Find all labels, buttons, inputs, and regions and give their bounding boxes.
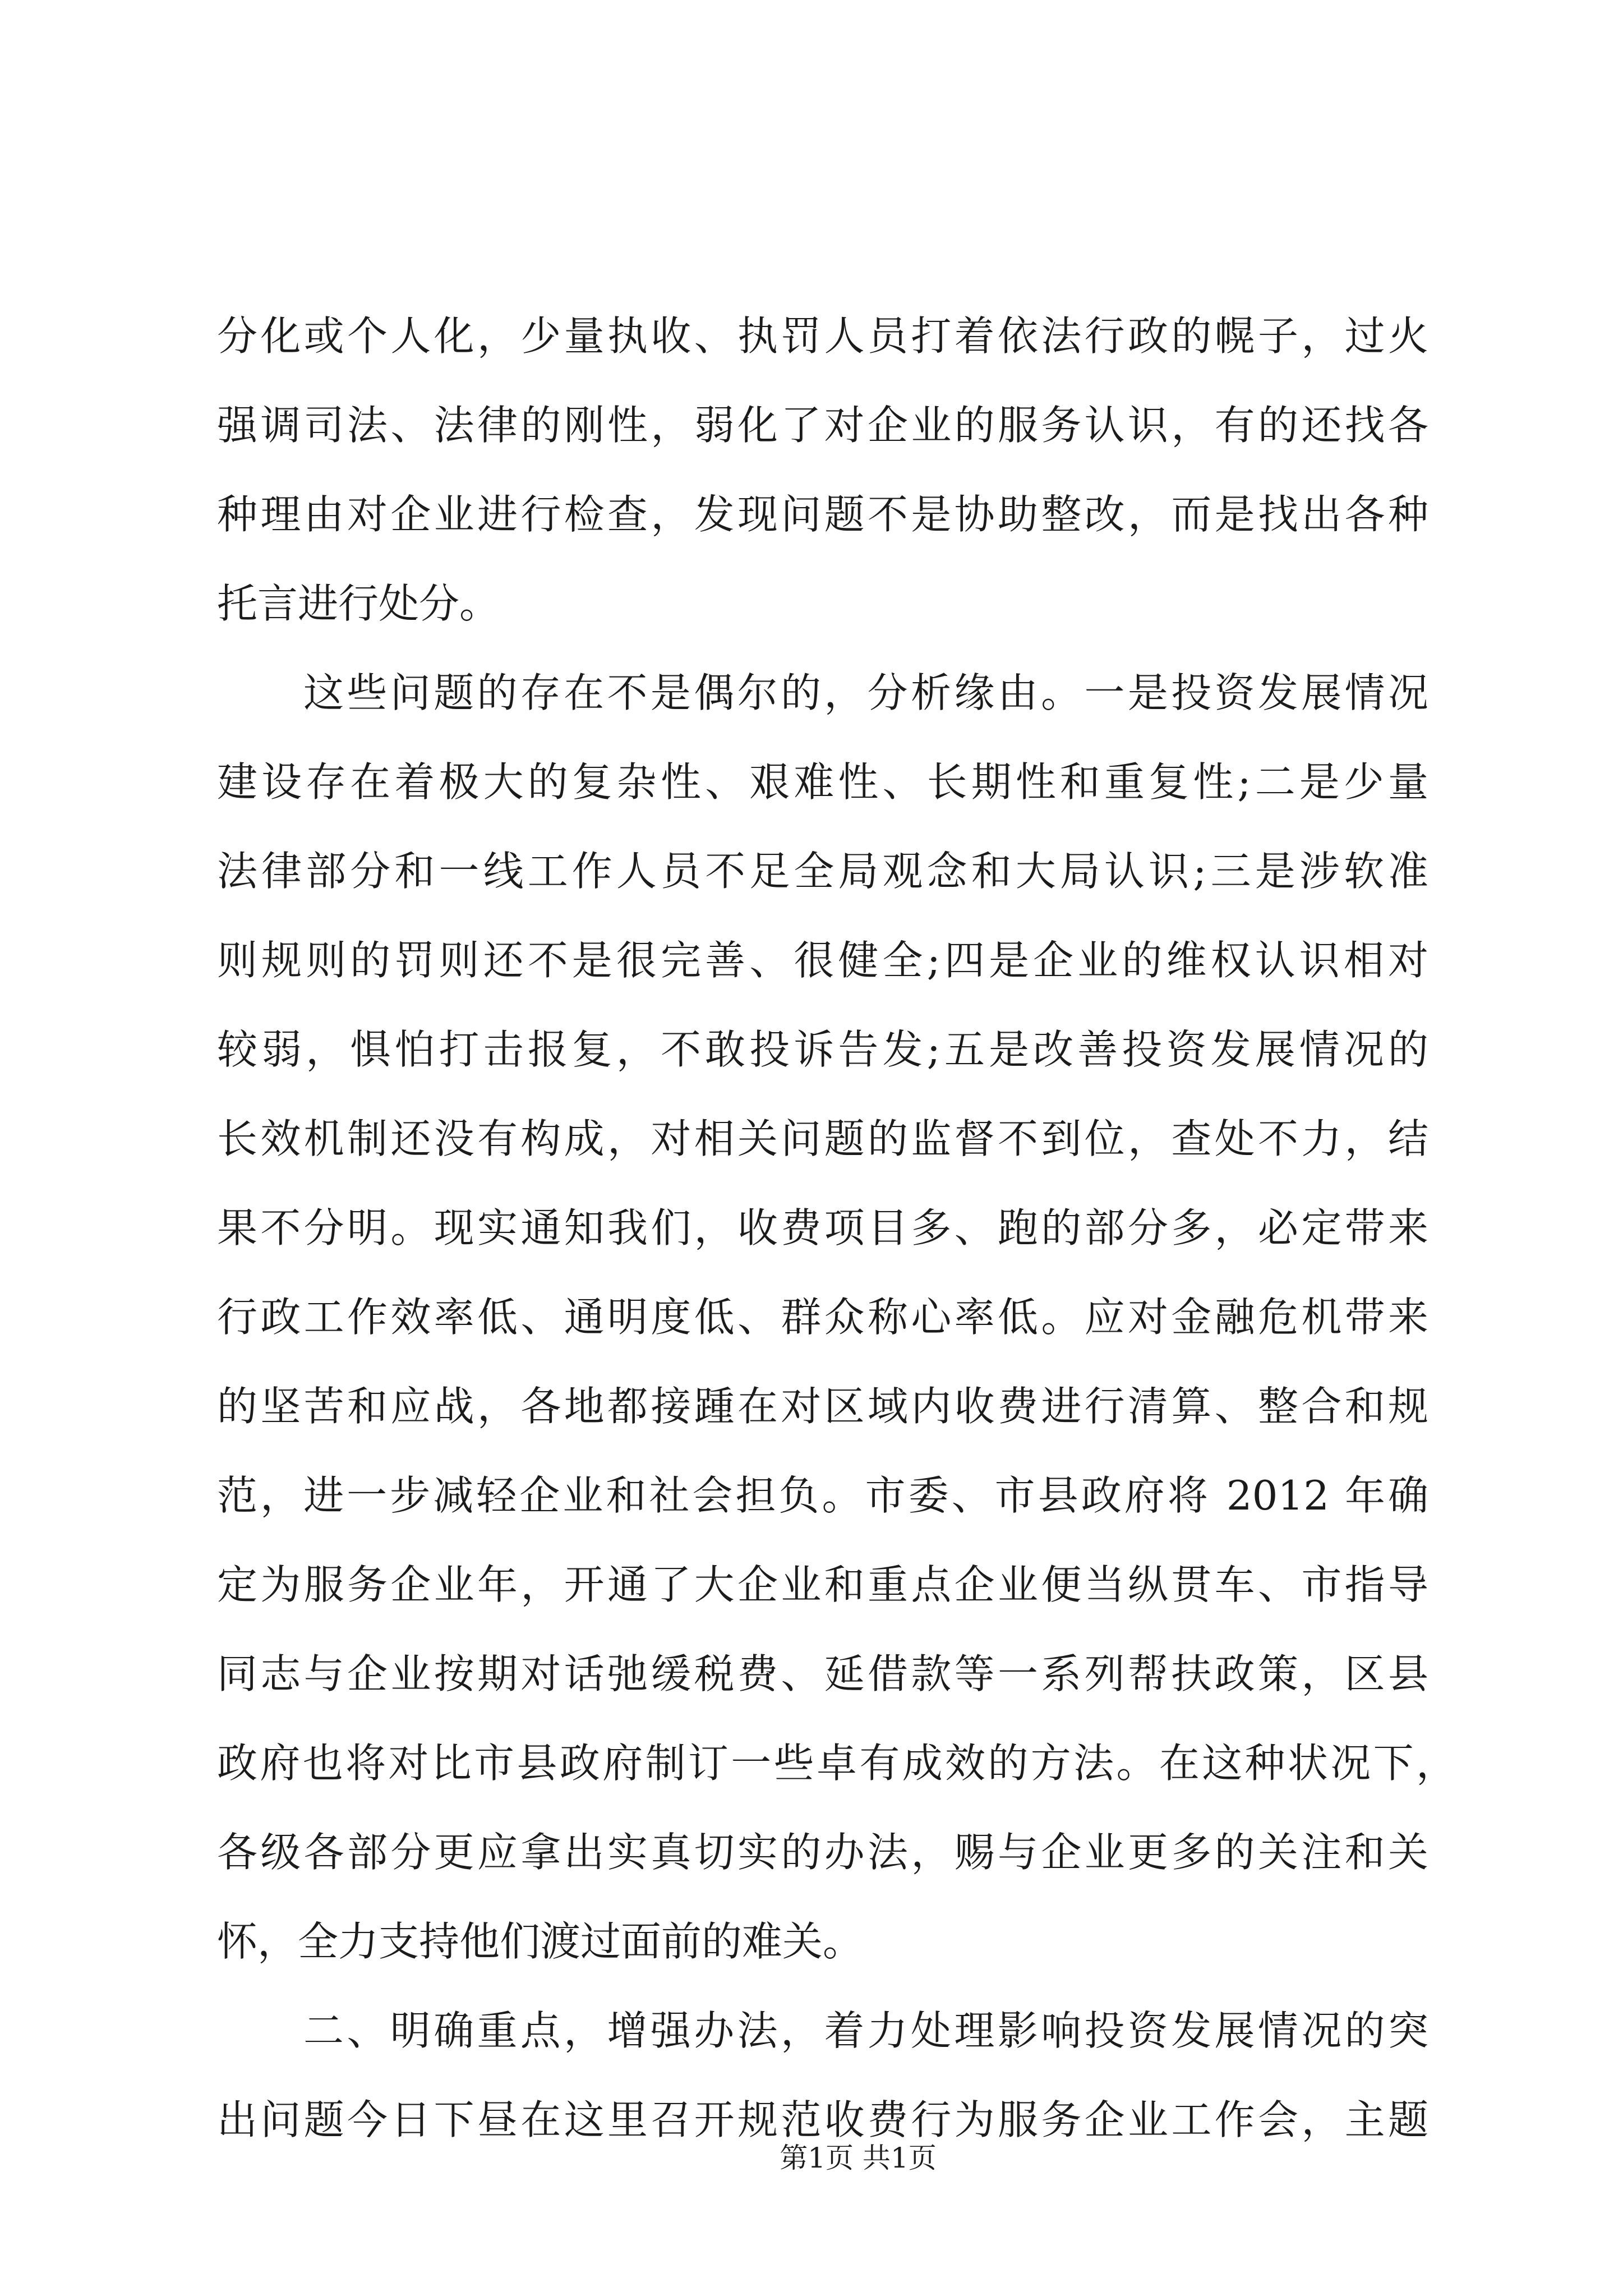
text-line: 托言进行处分。 xyxy=(217,580,500,627)
text-line: 各级各部分更应拿出实真切实的办法，赐与企业更多的关注和关 xyxy=(217,1829,1428,1876)
text-line: 行政工作效率低、通明度低、群众称心率低。应对金融危机带来 xyxy=(217,1294,1428,1341)
text-line: 这些问题的存在不是偶尔的，分析缘由。一是投资发展情况 xyxy=(303,669,1428,716)
text-line: 出问题今日下昼在这里召开规范收费行为服务企业工作会，主题 xyxy=(217,2096,1428,2143)
text-line: 分化或个人化，少量执收、执罚人员打着依法行政的幌子，过火 xyxy=(217,312,1428,360)
text-line: 怀，全力支持他们渡过面前的难关。 xyxy=(217,1918,864,1965)
section-heading-line: 二、明确重点，增强办法，着力处理影响投资发展情况的突 xyxy=(303,2007,1428,2054)
text-line: 种理由对企业进行检查，发现问题不是协助整改，而是找出各种 xyxy=(217,491,1428,538)
text-line: 较弱，惧怕打击报复，不敢投诉告发;五是改善投资发展情况的 xyxy=(217,1026,1428,1073)
text-line: 同志与企业按期对话弛缓税费、延借款等一系列帮扶政策，区县 xyxy=(217,1650,1428,1697)
text-line: 法律部分和一线工作人员不足全局观念和大局认识;三是涉软准 xyxy=(217,848,1428,895)
page-number-footer: 第1页 共1页 xyxy=(780,2142,937,2174)
text-line: 范，进一步减轻企业和社会担负。市委、市县政府将 2012 年确 xyxy=(217,1472,1428,1519)
text-line: 强调司法、法律的刚性，弱化了对企业的服务认识，有的还找各 xyxy=(217,402,1428,449)
text-line: 政府也将对比市县政府制订一些卓有成效的方法。在这种状况下， xyxy=(217,1740,1456,1787)
paragraph-section-two xyxy=(217,1986,1428,2165)
text-line: 建设存在着极大的复杂性、艰难性、长期性和重复性;二是少量 xyxy=(217,758,1428,806)
text-line: 的坚苦和应战，各地都接踵在对区域内收费进行清算、整合和规 xyxy=(217,1383,1428,1430)
text-line: 长效机制还没有构成，对相关问题的监督不到位，查处不力，结 xyxy=(217,1115,1428,1162)
document-body xyxy=(217,292,1456,2165)
text-line: 果不分明。现实通知我们，收费项目多、跑的部分多，必定带来 xyxy=(217,1204,1428,1251)
paragraph-causes xyxy=(217,648,1456,1986)
text-line: 定为服务企业年，开通了大企业和重点企业便当纵贯车、市指导 xyxy=(217,1561,1428,1608)
text-line: 则规则的罚则还不是很完善、很健全;四是企业的维权认识相对 xyxy=(217,937,1428,984)
paragraph-continued xyxy=(217,292,1428,648)
